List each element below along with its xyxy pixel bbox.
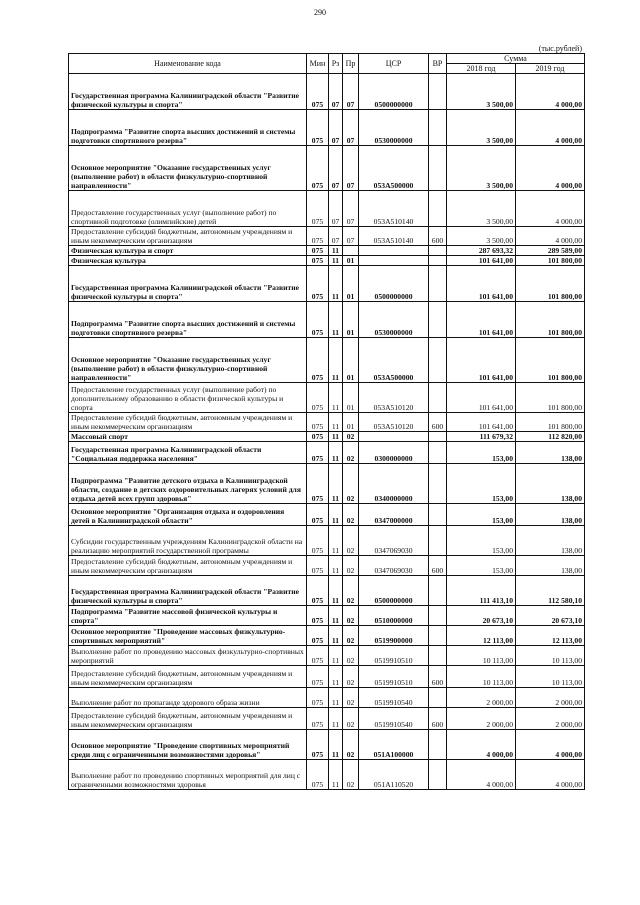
table-row: [69, 646, 585, 666]
table-row: [69, 442, 585, 464]
row-2019-cell: 112 820,00: [516, 432, 585, 442]
row-2019-cell: 10 113,00: [516, 666, 585, 688]
row-csr-cell: 053А510140: [359, 227, 429, 246]
row-2018-cell: 111 413,10: [447, 576, 516, 606]
row-rz-cell: 11: [329, 383, 343, 413]
row-rz-cell: 11: [329, 246, 343, 256]
row-pr-cell: 07: [343, 146, 359, 191]
row-rz-cell: 07: [329, 74, 343, 110]
row-pr-cell: 01: [343, 383, 359, 413]
row-vr-cell: [429, 338, 447, 383]
row-pr-cell: [343, 246, 359, 256]
row-2019-cell: 4 000,00: [516, 74, 585, 110]
row-vr-cell: [429, 576, 447, 606]
row-rz-cell: 11: [329, 302, 343, 338]
row-name-cell: Физическая культура: [69, 256, 307, 266]
row-csr-cell: 0530000000: [359, 302, 429, 338]
row-2018-cell: 3 500,00: [447, 227, 516, 246]
row-name-cell: Подпрограмма "Развитие спорта высших достижений и системы подготовки спортивного резерва": [69, 302, 307, 338]
table-row: [69, 338, 585, 383]
row-2019-cell: 4 000,00: [516, 730, 585, 760]
row-name-cell: Подпрограмма "Развитие детского отдыха в Калининградской области, создание в детских оздоровительных лагерях условий для отдыха детей всех групп здоровья": [69, 464, 307, 504]
table-row: [69, 146, 585, 191]
row-2019-cell: 4 000,00: [516, 146, 585, 191]
row-rz-cell: 11: [329, 432, 343, 442]
row-name-cell: Государственная программа Калининградской области "Развитие физической культуры и спорта": [69, 266, 307, 302]
row-pr-cell: 07: [343, 74, 359, 110]
row-pr-cell: 01: [343, 256, 359, 266]
table-row: [69, 760, 585, 790]
row-csr-cell: 0347069030: [359, 556, 429, 576]
row-min-cell: 075: [307, 146, 329, 191]
row-min-cell: 075: [307, 266, 329, 302]
row-csr-cell: 0510000000: [359, 606, 429, 626]
row-vr-cell: [429, 760, 447, 790]
row-name-cell: Подпрограмма "Развитие спорта высших достижений и системы подготовки спортивного резерва": [69, 110, 307, 146]
row-csr-cell: 0519910540: [359, 708, 429, 730]
row-2019-cell: 2 000,00: [516, 688, 585, 708]
row-rz-cell: 11: [329, 646, 343, 666]
row-2018-cell: 153,00: [447, 442, 516, 464]
table-row: [69, 246, 585, 256]
row-min-cell: 075: [307, 526, 329, 556]
table-row: [69, 688, 585, 708]
row-min-cell: 075: [307, 338, 329, 383]
row-2019-cell: 138,00: [516, 504, 585, 526]
row-rz-cell: 11: [329, 556, 343, 576]
header-name: Наименование кода: [69, 54, 307, 74]
row-rz-cell: 11: [329, 526, 343, 556]
row-csr-cell: 0340000000: [359, 464, 429, 504]
row-vr-cell: [429, 74, 447, 110]
row-min-cell: 075: [307, 110, 329, 146]
row-csr-cell: 053А510120: [359, 383, 429, 413]
table-row: [69, 302, 585, 338]
header-year-2019: 2019 год: [516, 64, 585, 74]
row-pr-cell: 02: [343, 760, 359, 790]
table-row: [69, 413, 585, 432]
row-name-cell: Предоставление государственных услуг (выполнение работ) по спортивной подготовке (олимпийские) детей: [69, 191, 307, 227]
row-2019-cell: 20 673,10: [516, 606, 585, 626]
row-name-cell: Предоставление субсидий бюджетным, автономным учреждениям и иным некоммерческим организациям: [69, 413, 307, 432]
row-name-cell: Предоставление государственных услуг (выполнение работ) по дополнительному образованию в области физической культуры и спорта: [69, 383, 307, 413]
row-2018-cell: 4 000,00: [447, 730, 516, 760]
row-2019-cell: 12 113,00: [516, 626, 585, 646]
table-row: [69, 227, 585, 246]
row-pr-cell: 02: [343, 432, 359, 442]
row-2018-cell: 3 500,00: [447, 146, 516, 191]
row-min-cell: 075: [307, 432, 329, 442]
row-2018-cell: 111 679,32: [447, 432, 516, 442]
row-2019-cell: 4 000,00: [516, 110, 585, 146]
row-vr-cell: [429, 626, 447, 646]
row-csr-cell: 0519910510: [359, 646, 429, 666]
row-min-cell: 075: [307, 688, 329, 708]
row-name-cell: Предоставление субсидий бюджетным, автономным учреждениям и иным некоммерческим организациям: [69, 666, 307, 688]
row-vr-cell: 600: [429, 666, 447, 688]
row-pr-cell: 02: [343, 464, 359, 504]
header-min: Мин: [307, 54, 329, 74]
row-2019-cell: 101 800,00: [516, 383, 585, 413]
table-row: [69, 606, 585, 626]
row-name-cell: Основное мероприятие "Проведение массовых физкультурно-спортивных мероприятий": [69, 626, 307, 646]
row-rz-cell: 11: [329, 730, 343, 760]
row-2019-cell: 101 800,00: [516, 302, 585, 338]
units-label: (тыс.рублей): [538, 44, 582, 53]
row-csr-cell: 0300000000: [359, 442, 429, 464]
row-vr-cell: [429, 383, 447, 413]
row-2018-cell: 20 673,10: [447, 606, 516, 626]
row-csr-cell: 051А100000: [359, 730, 429, 760]
row-pr-cell: 07: [343, 110, 359, 146]
row-csr-cell: 0347000000: [359, 504, 429, 526]
row-2018-cell: 153,00: [447, 464, 516, 504]
table-row: [69, 383, 585, 413]
table-row: [69, 256, 585, 266]
row-vr-cell: [429, 442, 447, 464]
row-2019-cell: 112 580,10: [516, 576, 585, 606]
row-2019-cell: 10 113,00: [516, 646, 585, 666]
row-vr-cell: [429, 302, 447, 338]
row-rz-cell: 07: [329, 191, 343, 227]
row-vr-cell: [429, 504, 447, 526]
row-name-cell: Массовый спорт: [69, 432, 307, 442]
row-rz-cell: 11: [329, 504, 343, 526]
row-csr-cell: 0519910510: [359, 666, 429, 688]
row-2018-cell: 4 000,00: [447, 760, 516, 790]
row-min-cell: 075: [307, 442, 329, 464]
row-pr-cell: 01: [343, 266, 359, 302]
row-min-cell: 075: [307, 666, 329, 688]
row-csr-cell: 0500000000: [359, 576, 429, 606]
row-vr-cell: [429, 606, 447, 626]
row-rz-cell: 11: [329, 688, 343, 708]
row-csr-cell: [359, 246, 429, 256]
header-csr: ЦСР: [359, 54, 429, 74]
row-2019-cell: 4 000,00: [516, 191, 585, 227]
row-name-cell: Выполнение работ по пропаганде здорового образа жизни: [69, 688, 307, 708]
row-min-cell: 075: [307, 576, 329, 606]
row-pr-cell: 02: [343, 708, 359, 730]
table-body: [69, 74, 585, 790]
row-min-cell: 075: [307, 302, 329, 338]
row-rz-cell: 11: [329, 464, 343, 504]
row-name-cell: Предоставление субсидий бюджетным, автономным учреждениям и иным некоммерческим организациям: [69, 708, 307, 730]
row-vr-cell: [429, 464, 447, 504]
row-2019-cell: 4 000,00: [516, 227, 585, 246]
row-rz-cell: 11: [329, 338, 343, 383]
row-pr-cell: 02: [343, 666, 359, 688]
row-name-cell: Предоставление субсидий бюджетным, автономным учреждениям и иным некоммерческим организациям: [69, 556, 307, 576]
table-row: [69, 730, 585, 760]
row-name-cell: Основное мероприятие "Оказание государственных услуг (выполнение работ) в области физкультурно-спортивной направленности": [69, 146, 307, 191]
row-pr-cell: 02: [343, 442, 359, 464]
table-row: [69, 110, 585, 146]
row-csr-cell: 051А110520: [359, 760, 429, 790]
row-2018-cell: 101 641,00: [447, 302, 516, 338]
row-min-cell: 075: [307, 646, 329, 666]
row-csr-cell: 0500000000: [359, 74, 429, 110]
row-2018-cell: 153,00: [447, 526, 516, 556]
table-row: [69, 432, 585, 442]
row-vr-cell: [429, 688, 447, 708]
row-2018-cell: 101 641,00: [447, 383, 516, 413]
row-2019-cell: 101 800,00: [516, 413, 585, 432]
table-row: [69, 556, 585, 576]
row-2018-cell: 287 693,32: [447, 246, 516, 256]
row-2018-cell: 3 500,00: [447, 74, 516, 110]
row-pr-cell: 02: [343, 646, 359, 666]
row-name-cell: Подпрограмма "Развитие массовой физической культуры и спорта": [69, 606, 307, 626]
table-row: [69, 576, 585, 606]
row-rz-cell: 11: [329, 256, 343, 266]
row-min-cell: 075: [307, 191, 329, 227]
row-csr-cell: 053А510120: [359, 413, 429, 432]
row-2018-cell: 153,00: [447, 556, 516, 576]
row-csr-cell: 0500000000: [359, 266, 429, 302]
header-pr: Пр: [343, 54, 359, 74]
row-vr-cell: [429, 432, 447, 442]
row-2018-cell: 101 641,00: [447, 338, 516, 383]
row-vr-cell: [429, 266, 447, 302]
row-2018-cell: 101 641,00: [447, 266, 516, 302]
row-rz-cell: 11: [329, 266, 343, 302]
row-min-cell: 075: [307, 708, 329, 730]
row-csr-cell: 0530000000: [359, 110, 429, 146]
row-vr-cell: [429, 146, 447, 191]
row-2019-cell: 138,00: [516, 442, 585, 464]
header-sum: Сумма: [447, 54, 585, 64]
header-year-2018: 2018 год: [447, 64, 516, 74]
row-min-cell: 075: [307, 246, 329, 256]
row-2018-cell: 10 113,00: [447, 666, 516, 688]
row-csr-cell: [359, 256, 429, 266]
row-name-cell: Выполнение работ по проведению массовых физкультурно-спортивных мероприятий: [69, 646, 307, 666]
row-csr-cell: [359, 432, 429, 442]
row-min-cell: 075: [307, 256, 329, 266]
row-rz-cell: 11: [329, 442, 343, 464]
row-name-cell: Основное мероприятие "Организация отдыха и оздоровления детей в Калининградской области": [69, 504, 307, 526]
row-pr-cell: 02: [343, 576, 359, 606]
row-pr-cell: 01: [343, 338, 359, 383]
row-2019-cell: 4 000,00: [516, 760, 585, 790]
row-2018-cell: 3 500,00: [447, 110, 516, 146]
row-csr-cell: 053А510140: [359, 191, 429, 227]
row-csr-cell: 0347069030: [359, 526, 429, 556]
row-rz-cell: 07: [329, 227, 343, 246]
row-pr-cell: 02: [343, 626, 359, 646]
row-name-cell: Физическая культура и спорт: [69, 246, 307, 256]
row-csr-cell: 053А500000: [359, 146, 429, 191]
row-min-cell: 075: [307, 464, 329, 504]
row-name-cell: Государственная программа Калининградской области "Развитие физической культуры и спорта": [69, 576, 307, 606]
row-pr-cell: 02: [343, 606, 359, 626]
row-pr-cell: 02: [343, 526, 359, 556]
row-rz-cell: 11: [329, 606, 343, 626]
row-name-cell: Предоставление субсидий бюджетным, автономным учреждениям и иным некоммерческим организациям: [69, 227, 307, 246]
table-row: [69, 464, 585, 504]
row-vr-cell: [429, 526, 447, 556]
row-pr-cell: 02: [343, 556, 359, 576]
row-csr-cell: 053А500000: [359, 338, 429, 383]
row-2018-cell: 101 641,00: [447, 256, 516, 266]
row-2018-cell: 101 641,00: [447, 413, 516, 432]
row-rz-cell: 11: [329, 760, 343, 790]
row-2018-cell: 10 113,00: [447, 646, 516, 666]
table-row: [69, 708, 585, 730]
row-2019-cell: 2 000,00: [516, 708, 585, 730]
row-min-cell: 075: [307, 730, 329, 760]
row-name-cell: Государственная программа Калининградской области "Развитие физической культуры и спорта": [69, 74, 307, 110]
row-vr-cell: 600: [429, 556, 447, 576]
row-2019-cell: 101 800,00: [516, 256, 585, 266]
page-number: 290: [314, 8, 326, 17]
header-rz: Рз: [329, 54, 343, 74]
row-min-cell: 075: [307, 626, 329, 646]
row-min-cell: 075: [307, 556, 329, 576]
header-vr: ВР: [429, 54, 447, 74]
row-2019-cell: 138,00: [516, 556, 585, 576]
row-2019-cell: 138,00: [516, 526, 585, 556]
budget-table: [68, 53, 585, 790]
row-vr-cell: [429, 256, 447, 266]
table-row: [69, 504, 585, 526]
row-name-cell: Основное мероприятие "Проведение спортивных мероприятий среди лиц с ограниченными возможностями здоровья": [69, 730, 307, 760]
row-2018-cell: 2 000,00: [447, 708, 516, 730]
row-pr-cell: 07: [343, 227, 359, 246]
row-2019-cell: 101 800,00: [516, 338, 585, 383]
table-row: [69, 74, 585, 110]
row-2018-cell: 3 500,00: [447, 191, 516, 227]
row-min-cell: 075: [307, 413, 329, 432]
row-csr-cell: 0519910540: [359, 688, 429, 708]
row-rz-cell: 11: [329, 708, 343, 730]
table-row: [69, 266, 585, 302]
row-name-cell: Субсидии государственным учреждениям Калининградской области на реализацию мероприятий государственной программы: [69, 526, 307, 556]
row-2019-cell: 138,00: [516, 464, 585, 504]
table-row: [69, 526, 585, 556]
row-vr-cell: [429, 646, 447, 666]
row-pr-cell: 01: [343, 413, 359, 432]
row-min-cell: 075: [307, 606, 329, 626]
row-min-cell: 075: [307, 74, 329, 110]
row-vr-cell: [429, 246, 447, 256]
row-min-cell: 075: [307, 227, 329, 246]
row-vr-cell: 600: [429, 708, 447, 730]
row-2018-cell: 12 113,00: [447, 626, 516, 646]
row-rz-cell: 11: [329, 626, 343, 646]
row-rz-cell: 11: [329, 666, 343, 688]
row-vr-cell: [429, 110, 447, 146]
row-pr-cell: 07: [343, 191, 359, 227]
table-row: [69, 191, 585, 227]
row-vr-cell: [429, 191, 447, 227]
row-vr-cell: [429, 730, 447, 760]
row-2018-cell: 2 000,00: [447, 688, 516, 708]
row-rz-cell: 11: [329, 413, 343, 432]
row-rz-cell: 07: [329, 146, 343, 191]
row-name-cell: Основное мероприятие "Оказание государственных услуг (выполнение работ) в области физкультурно-спортивной направленности": [69, 338, 307, 383]
row-min-cell: 075: [307, 383, 329, 413]
row-pr-cell: 02: [343, 688, 359, 708]
row-vr-cell: 600: [429, 413, 447, 432]
row-pr-cell: 02: [343, 730, 359, 760]
table-row: [69, 626, 585, 646]
row-name-cell: Выполнение работ по проведению спортивных мероприятий для лиц с ограниченными возможностями здоровья: [69, 760, 307, 790]
row-min-cell: 075: [307, 760, 329, 790]
row-pr-cell: 01: [343, 302, 359, 338]
row-2018-cell: 153,00: [447, 504, 516, 526]
row-2019-cell: 101 800,00: [516, 266, 585, 302]
row-rz-cell: 07: [329, 110, 343, 146]
row-pr-cell: 02: [343, 504, 359, 526]
table-row: [69, 666, 585, 688]
row-min-cell: 075: [307, 504, 329, 526]
row-vr-cell: 600: [429, 227, 447, 246]
row-rz-cell: 11: [329, 576, 343, 606]
row-csr-cell: 0519900000: [359, 626, 429, 646]
row-2019-cell: 289 589,00: [516, 246, 585, 256]
row-name-cell: Государственная программа Калининградской области "Социальная поддержка населения": [69, 442, 307, 464]
